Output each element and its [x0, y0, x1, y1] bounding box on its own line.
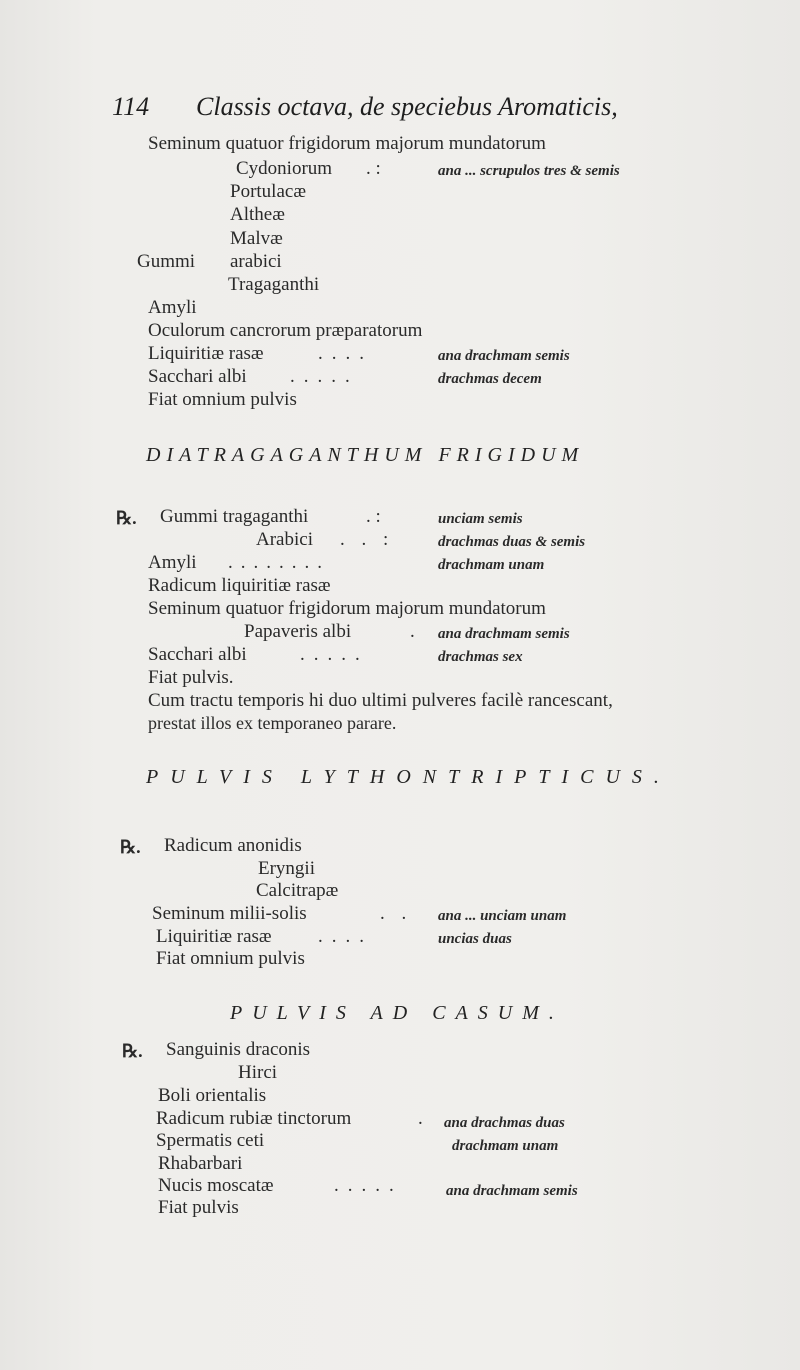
recipe-line: Tragaganthi — [228, 274, 320, 295]
recipe-line: Calcitrapæ — [256, 880, 339, 901]
recipe-symbol: ℞. — [116, 508, 137, 528]
running-title: Classis octava, de speciebus Aromaticis, — [196, 92, 618, 121]
dose-text: drachmas duas & semis — [438, 534, 586, 550]
recipe-line: Amyli — [148, 297, 197, 318]
dose-text: drachmas decem — [438, 371, 542, 387]
dot-leader: . . : — [340, 529, 395, 550]
dose-text: ana ... unciam unam — [438, 908, 567, 924]
recipe-line: Seminum quatuor frigidorum majorum mundatorum — [148, 133, 546, 154]
recipe-line: Sacchari albi — [148, 366, 247, 387]
recipe-line: Boli orientalis — [158, 1085, 267, 1106]
dose-text: uncias duas — [438, 931, 512, 947]
note-line: prestat illos ex temporaneo parare. — [148, 713, 397, 733]
recipe-line: Rhabarbari — [158, 1153, 243, 1174]
dose-text: ana drachmas duas — [444, 1115, 565, 1131]
recipe-line: Radicum rubiæ tinctorum — [156, 1108, 352, 1129]
recipe-line: Cydoniorum — [236, 158, 333, 179]
dot-leader: . : — [366, 158, 381, 179]
section-title: DIATRAGAGANTHUM FRIGIDUM — [146, 444, 585, 466]
dot-leader: ..... — [300, 644, 369, 665]
recipe-line: Amyli — [148, 552, 197, 573]
dose-text: ana drachmam semis — [438, 348, 570, 364]
recipe-line: Malvæ — [230, 228, 283, 249]
dose-text: ana drachmam semis — [446, 1183, 578, 1199]
section-title: PULVIS LYTHONTRIPTICUS. — [146, 766, 671, 788]
recipe-line: Hirci — [238, 1062, 278, 1083]
recipe-line: Portulacæ — [230, 181, 306, 202]
recipe-line: Liquiritiæ rasæ — [156, 926, 272, 947]
recipe-line: Gummi tragaganthi — [160, 506, 309, 527]
recipe-line: Liquiritiæ rasæ — [148, 343, 264, 364]
recipe-line: Fiat pulvis. — [148, 667, 234, 688]
recipe-line: Nucis moscatæ — [158, 1175, 274, 1196]
section-title: PULVIS AD CASUM. — [230, 1002, 564, 1024]
recipe-line: Eryngii — [258, 858, 315, 879]
page-number: 114 — [112, 92, 150, 121]
recipe-line: Spermatis ceti — [156, 1130, 265, 1151]
recipe-line: Seminum milii-solis — [152, 903, 307, 924]
recipe-symbol: ℞. — [122, 1041, 143, 1061]
recipe-line: Radicum anonidis — [164, 835, 302, 856]
dot-leader: .... — [318, 926, 373, 947]
recipe-line: Altheæ — [230, 204, 285, 225]
recipe-line: Gummi — [137, 251, 196, 272]
recipe-line: Papaveris albi — [244, 621, 352, 642]
note-line: Cum tractu temporis hi duo ultimi pulveres facilè rancescant, — [148, 690, 613, 711]
dot-leader: ........ — [228, 552, 330, 573]
recipe-line: arabici — [230, 251, 282, 272]
dot-leader: ..... — [290, 366, 359, 387]
dot-leader: ..... — [334, 1175, 403, 1196]
recipe-line: Radicum liquiritiæ rasæ — [148, 575, 331, 596]
dot-leader: .... — [318, 343, 373, 364]
recipe-line: Fiat omnium pulvis — [148, 389, 297, 410]
recipe-line: Arabici — [256, 529, 313, 550]
dot-leader: . — [418, 1108, 423, 1129]
recipe-line: Seminum quatuor frigidorum majorum mundatorum — [148, 598, 546, 619]
recipe-line: Fiat omnium pulvis — [156, 948, 305, 969]
dose-text: drachmam unam — [452, 1138, 559, 1154]
recipe-line: Sanguinis draconis — [166, 1039, 311, 1060]
recipe-line: Oculorum cancrorum præparatorum — [148, 320, 423, 341]
dose-text: drachmas sex — [438, 649, 523, 665]
recipe-symbol: ℞. — [120, 837, 141, 857]
recipe-line: Sacchari albi — [148, 644, 247, 665]
dot-leader: . — [410, 621, 415, 642]
dot-leader: . . — [380, 903, 413, 924]
dot-leader: . : — [366, 506, 381, 527]
dose-text: ana drachmam semis — [438, 626, 570, 642]
dose-text: unciam semis — [438, 511, 523, 527]
dose-text: drachmam unam — [438, 557, 545, 573]
dose-text: ana ... scrupulos tres & semis — [438, 163, 620, 179]
recipe-line: Fiat pulvis — [158, 1197, 239, 1218]
